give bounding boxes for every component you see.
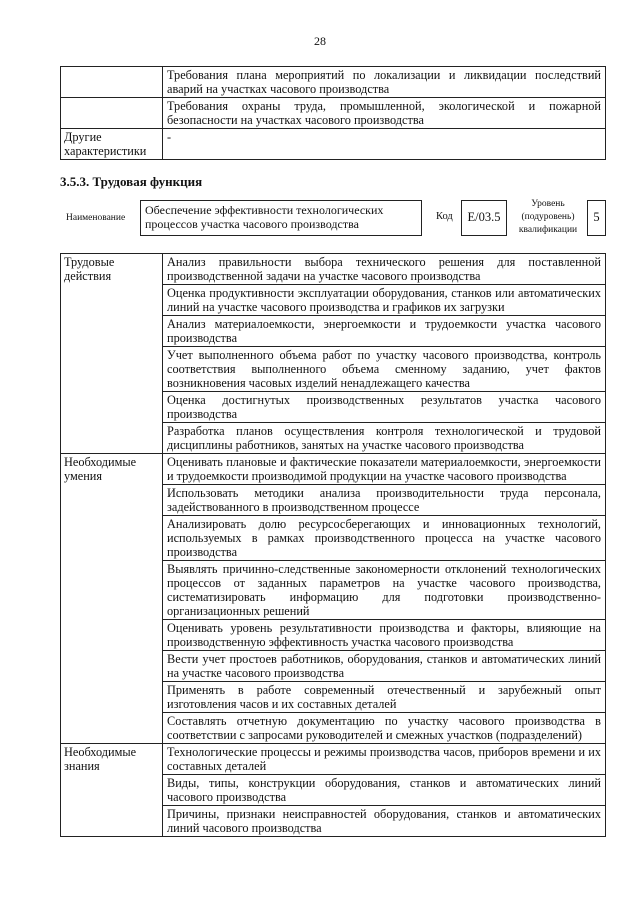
table-row	[61, 744, 606, 775]
table-cell: Составлять отчетную документацию по участку часового производства в соответствии с запросами руководителей и смежных участков (подразделений)	[163, 713, 606, 744]
table-row	[61, 67, 606, 98]
table-cell: Выявлять причинно-следственные закономерности отклонений технологических процессов от заданных параметров на участке часового производства, систематизировать информацию для подготовки производственно-организационных решений	[163, 561, 606, 620]
function-table	[60, 253, 606, 837]
section-title: 3.5.3. Трудовая функция	[60, 174, 203, 189]
page-number: 28	[314, 34, 326, 48]
table-cell: Виды, типы, конструкции оборудования, станков и автоматических линий часового производства	[163, 775, 606, 806]
table-row	[61, 254, 606, 285]
table-row	[61, 454, 606, 485]
table-cell: Оценивать уровень результативности производства и факторы, влияющие на производственную эффективность участка часового производства	[163, 620, 606, 651]
function-header	[60, 198, 606, 240]
row-text: Требования плана мероприятий по локализации и ликвидации последствий аварий на участках часового производства	[163, 67, 606, 98]
table-cell: Причины, признаки неисправностей оборудования, станков и автоматических линий часового производства	[163, 806, 606, 837]
level-value-box: 5	[587, 200, 606, 236]
function-name-box: Обеспечение эффективности технологических процессов участка часового производства	[140, 200, 422, 236]
row-label: Другие характеристики	[61, 129, 163, 160]
table-cell: Применять в работе современный отечественный и зарубежный опыт изготовления часов и их составных деталей	[163, 682, 606, 713]
group-label: Необходимые умения	[61, 454, 163, 744]
table-cell: Учет выполненного объема работ по участку часового производства, контроль соответствия выполненного объема сменному заданию, учет фактов возникновения часовых изделий ненадлежащего качества	[163, 347, 606, 392]
function-code-box: E/03.5	[461, 200, 507, 236]
code-label: Код	[436, 211, 453, 222]
table-cell: Разработка планов осуществления контроля технологической и трудовой дисциплины работников, занятых на участке часового производства	[163, 423, 606, 454]
table-cell: Оценивать плановые и фактические показатели материалоемкости, энергоемкости и трудоемкости производимой продукции на участке часового производства	[163, 454, 606, 485]
table-cell: Анализ правильности выбора технического решения для поставленной производственной задачи на участке часового производства	[163, 254, 606, 285]
table-cell: Технологические процессы и режимы производства часов, приборов времени и их составных деталей	[163, 744, 606, 775]
row-label	[61, 98, 163, 129]
table-row	[61, 129, 606, 160]
table-cell: Вести учет простоев работников, оборудования, станков и автоматических линий на участке часового производства	[163, 651, 606, 682]
table-cell: Анализировать долю ресурсосберегающих и инновационных технологий, используемых в рамках производственного процесса на участке часового производства	[163, 516, 606, 561]
row-text: Требования охраны труда, промышленной, экологической и пожарной безопасности на участках часового производства	[163, 98, 606, 129]
group-label: Необходимые знания	[61, 744, 163, 837]
level-label: Уровень (подуровень) квалификации	[518, 199, 578, 235]
table-cell: Анализ материалоемкости, энергоемкости и трудоемкости участка часового производства	[163, 316, 606, 347]
table-cell: Использовать методики анализа производительности труда персонала, задействованного в производственном процессе	[163, 485, 606, 516]
row-text: -	[163, 129, 606, 160]
table-cell: Оценка достигнутых производственных результатов участка часового производства	[163, 392, 606, 423]
table-cell: Оценка продуктивности эксплуатации оборудования, станков или автоматических линий на участке часового производства и графиков их загрузки	[163, 285, 606, 316]
table-row	[61, 98, 606, 129]
row-label	[61, 67, 163, 98]
top-table	[60, 66, 606, 160]
name-label: Наименование	[66, 213, 126, 223]
group-label: Трудовые действия	[61, 254, 163, 454]
